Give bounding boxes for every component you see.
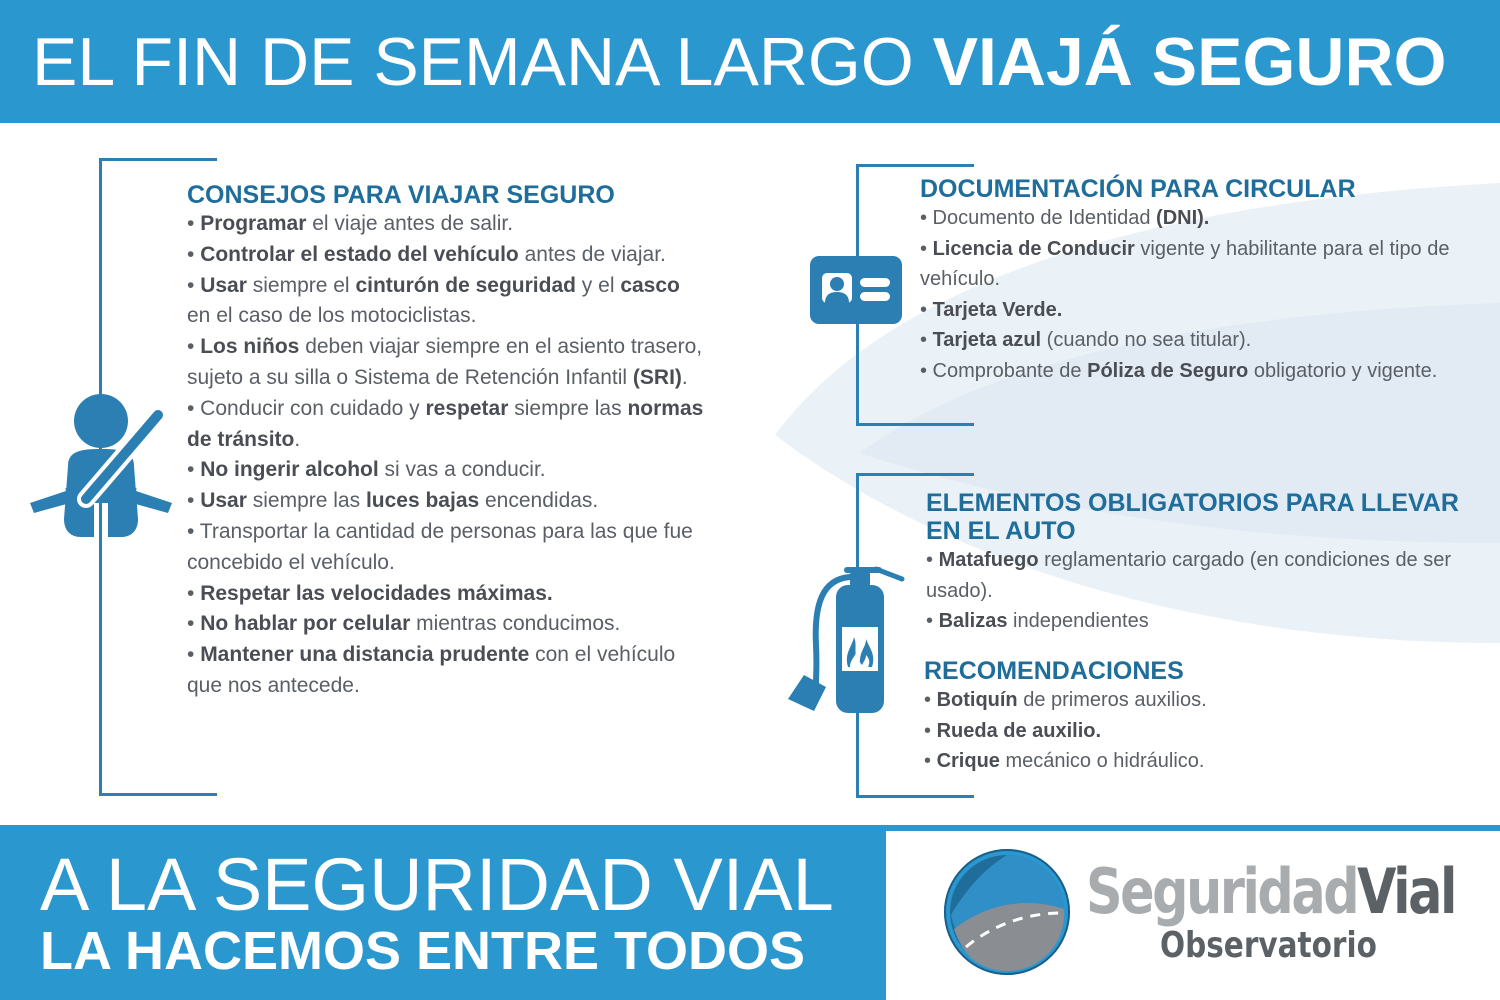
logo-box <box>886 831 1500 1000</box>
bold-text: Rueda de auxilio. <box>936 719 1102 742</box>
text: siempre el <box>246 273 356 297</box>
bold-text: Tarjeta Verde. <box>932 298 1063 321</box>
text: • <box>187 612 201 636</box>
footer-slogan-line1: A LA SEGURIDAD VIAL <box>40 843 834 926</box>
recomendaciones-item <box>924 685 1484 716</box>
logo-subtitle: Observatorio <box>1160 925 1377 966</box>
bold-text: respetar <box>425 396 509 420</box>
text: reglamentario cargado (en condiciones de ser usado). <box>926 549 1452 602</box>
consejos-item <box>187 640 707 702</box>
text: encendidas. <box>479 489 599 513</box>
text: • <box>920 298 933 321</box>
elementos-section <box>926 489 1486 637</box>
bold-text: cinturón de seguridad <box>355 273 576 297</box>
documentacion-item <box>920 203 1480 234</box>
bold-text: No ingerir alcohol <box>200 458 379 482</box>
text: • Conducir con cuidado y <box>187 396 426 420</box>
documentacion-item <box>920 356 1480 387</box>
elementos-item <box>926 606 1486 637</box>
text: • <box>187 335 201 359</box>
bold-text: (SRI) <box>632 365 682 389</box>
elementos-item <box>926 545 1486 606</box>
bold-text: No hablar por celular <box>200 612 411 636</box>
fire-extinguisher-icon <box>786 565 906 715</box>
bold-text: Tarjeta azul <box>932 329 1042 351</box>
bold-text: Programar <box>200 212 307 235</box>
text: siempre las <box>508 396 628 420</box>
logo-name-dark: Vial <box>1357 855 1455 928</box>
consejos-item <box>187 609 707 640</box>
road-globe-logo-icon <box>942 847 1072 977</box>
main-content <box>0 123 1500 825</box>
text: vigente y habilitante para el tipo de vehículo. <box>920 237 1450 290</box>
text: • <box>187 273 201 297</box>
text: . <box>681 365 688 389</box>
consejos-item <box>187 332 707 394</box>
bold-text: luces bajas <box>365 489 480 513</box>
consejos-item <box>187 455 707 486</box>
text: • <box>924 750 937 772</box>
documentacion-section <box>920 175 1480 386</box>
bold-text: Usar <box>200 489 247 513</box>
recomendaciones-list <box>924 685 1484 777</box>
text: • <box>187 212 201 235</box>
text: deben viajar siempre en el asiento trasero, sujeto a su silla o Sistema de Retención Infantil <box>187 335 703 389</box>
text: • <box>920 329 933 351</box>
text: • Transportar la cantidad de personas para las que fue concebido el vehículo. <box>187 519 693 574</box>
text: en el caso de los motociclistas. <box>187 304 477 328</box>
documentacion-item <box>920 234 1480 295</box>
text: • <box>187 242 201 266</box>
bold-text: Balizas <box>938 610 1008 632</box>
elementos-title: ELEMENTOS OBLIGATORIOS PARA LLEVAR EN EL AUTO <box>926 489 1459 545</box>
title-regular: EL FIN DE SEMANA LARGO <box>32 23 933 100</box>
consejos-item <box>187 394 707 456</box>
consejos-item <box>187 517 707 579</box>
documentacion-list <box>920 203 1480 386</box>
consejos-title: CONSEJOS PARA VIAJAR SEGURO <box>187 181 615 209</box>
consejos-list <box>187 209 707 702</box>
text: • <box>924 719 937 742</box>
id-card-icon <box>810 256 902 324</box>
text: • <box>187 643 201 667</box>
footer-slogan-line2: LA HACEMOS ENTRE TODOS <box>40 921 806 981</box>
text: antes de viajar. <box>518 242 666 266</box>
consejos-item <box>187 240 707 271</box>
text: • <box>926 549 939 571</box>
consejos-item <box>187 486 707 517</box>
text: obligatorio y vigente. <box>1248 359 1438 382</box>
text: • Documento de Identidad <box>920 207 1157 229</box>
bold-text: Mantener una distancia prudente <box>200 643 530 667</box>
seatbelt-person-icon <box>26 391 176 541</box>
text: y el <box>575 273 621 297</box>
bold-text: Controlar el estado del vehículo <box>200 242 519 266</box>
recomendaciones-item <box>924 746 1484 777</box>
logo-name-light: Seguridad <box>1086 855 1358 928</box>
recomendaciones-section <box>924 657 1484 777</box>
title-bold: VIAJÁ SEGURO <box>932 23 1447 100</box>
footer-banner <box>0 825 1500 1000</box>
text: siempre las <box>246 489 366 513</box>
bold-text: (DNI). <box>1156 207 1210 229</box>
bold-text: casco <box>620 273 680 297</box>
bold-text: Respetar las velocidades máximas. <box>200 581 553 605</box>
text: • <box>926 610 939 632</box>
bold-text: Los niños <box>200 335 300 359</box>
documentacion-title: DOCUMENTACIÓN PARA CIRCULAR <box>920 175 1356 203</box>
text: • <box>187 581 201 605</box>
bold-text: normas de tránsito <box>187 396 704 451</box>
bold-text: Licencia de Conducir <box>932 237 1135 260</box>
bold-text: Crique <box>936 750 1000 772</box>
text: si vas a conducir. <box>378 458 546 482</box>
text: • Comprobante de <box>920 359 1088 382</box>
elementos-list <box>926 545 1486 637</box>
text: con el vehículo que nos antecede. <box>187 643 676 697</box>
bold-text: Póliza de Seguro <box>1087 359 1249 382</box>
recomendaciones-item <box>924 716 1484 747</box>
text: • <box>187 489 201 513</box>
consejos-item <box>187 579 707 610</box>
consejos-section <box>187 181 707 702</box>
consejos-item <box>187 209 707 240</box>
page-title <box>32 23 1447 101</box>
text: • <box>920 237 933 260</box>
text: de primeros auxilios. <box>1017 689 1207 711</box>
recomendaciones-title: RECOMENDACIONES <box>924 657 1184 685</box>
bold-text: Usar <box>200 273 247 297</box>
text: el viaje antes de salir. <box>306 212 514 235</box>
documentacion-item <box>920 295 1480 326</box>
logo-name <box>1086 857 1455 927</box>
text: . <box>294 427 301 451</box>
consejos-item <box>187 271 707 333</box>
text: (cuando no sea titular). <box>1041 329 1252 351</box>
bold-text: Matafuego <box>938 549 1039 571</box>
text: mecánico o hidráulico. <box>999 750 1205 772</box>
text: • <box>924 689 937 711</box>
header-banner <box>0 0 1500 123</box>
text: mientras conducimos. <box>410 612 621 636</box>
bold-text: Botiquín <box>936 689 1018 711</box>
documentacion-item <box>920 325 1480 356</box>
text: • <box>187 458 201 482</box>
text: independientes <box>1007 610 1149 632</box>
